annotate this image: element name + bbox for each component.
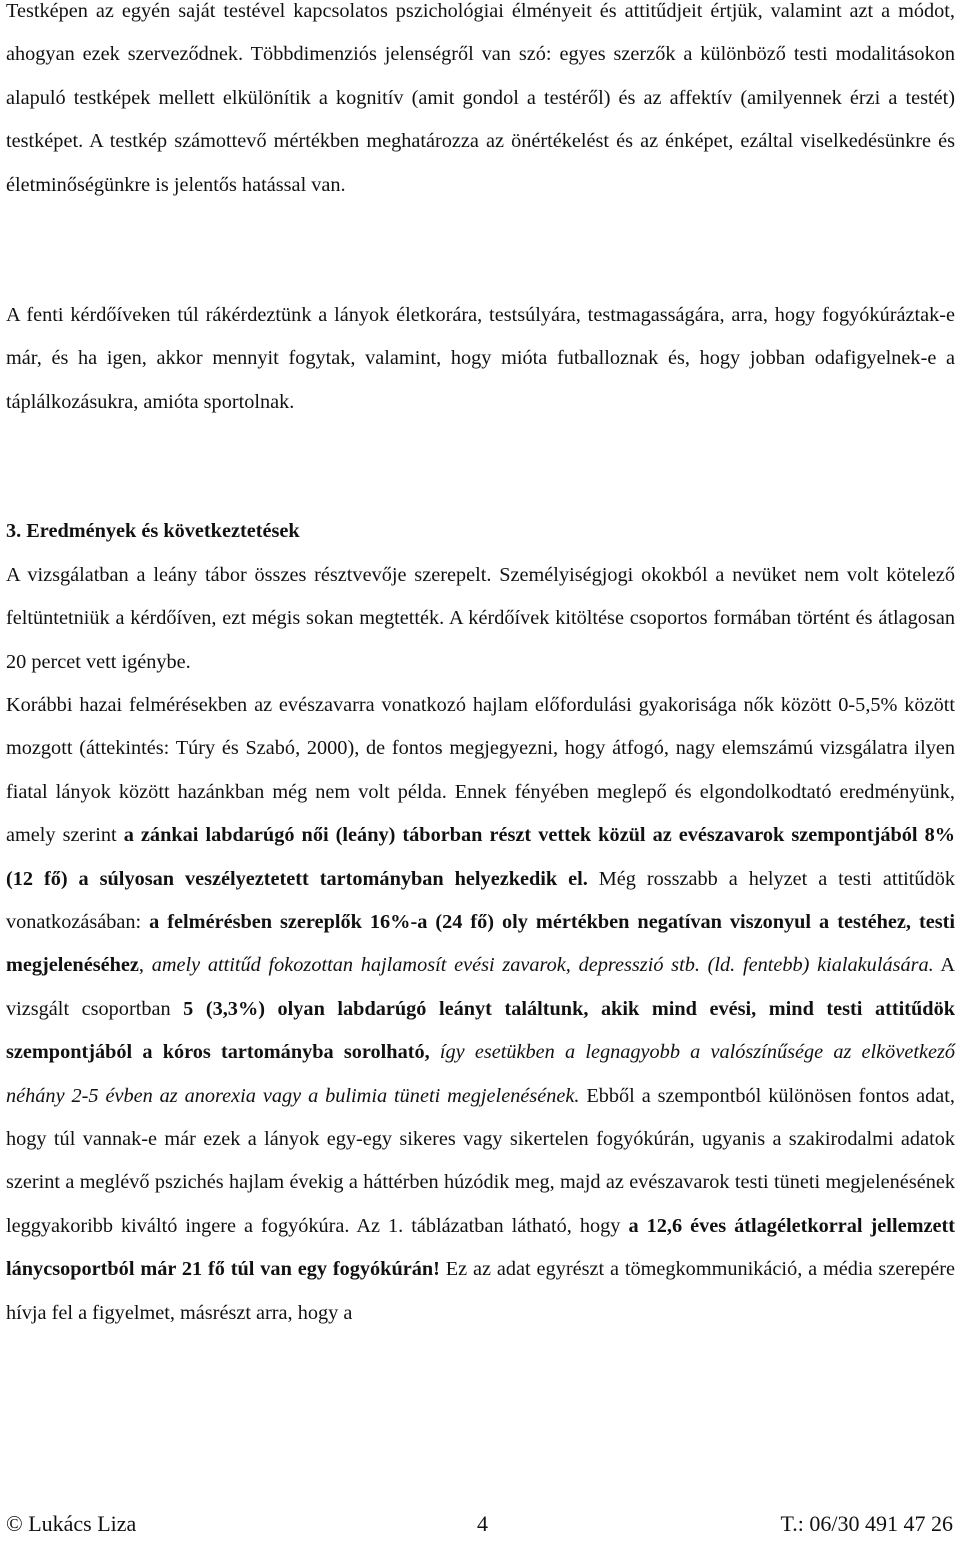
footer-phone: T.: 06/30 491 47 26 [780, 1511, 953, 1536]
text-run: , [138, 954, 152, 977]
text-run: amely attitűd fokozottan hajlamosít evési zavarok, depresszió stb. (ld. fentebb) kialakulására. [151, 954, 934, 977]
footer-page-number: 4 [477, 1511, 488, 1536]
text-run: a felmérésben szereplők 16%-a (24 fő) oly mértékben negatívan viszonyul a testéhez, testi megjelenéséhez [6, 911, 955, 977]
text-run: Ebből a szempontból különösen fontos adat, hogy túl vannak-e már ezek a lányok egy-egy sikeres vagy sikertelen fogyókúrán, ugyanis a szakirodalmi adatok szerint a meglévő pszichés hajlam évekig a háttérben húzódik meg, majd az evészavarok testi tüneti megjelenésének leggyakoribb kiváltó ingere a fogyókúra. Az 1. táblázatban látható, hogy [6, 1084, 955, 1237]
paragraph-questionnaire [6, 294, 955, 424]
text-run: a zánkai labdarúgó női (leány) táborban részt vettek közül az evészavarok szempontjából 8% (12 fő) a súlyosan veszélyeztetett tartományban helyezkedik el. [6, 824, 956, 890]
text-run: A vizsgált csoportban [6, 954, 955, 1020]
text-run: 5 (3,3%) olyan labdarúgó leányt találtunk, akik mind evési, mind testi attitűdök szempontjából a kóros tartományba sorolható, [6, 997, 955, 1064]
text-run: így esetükben a legnagyobb a valószínűsége az elkövetkező néhány 2-5 évben az anorexia vagy a bulimia tüneti megjelenésének. [6, 1041, 956, 1107]
paragraph-study [6, 554, 955, 684]
text-run: A fenti kérdőíveken túl rákérdeztünk a lányok életkorára, testsúlyára, testmagasságára, arra, hogy fogyókúráztak-e már, és ha igen, akkor mennyit fogytak, valamint, hogy mióta futballoznak és, hogy jobban odafigyelnek-e a táplálkozásukra, amióta sportolnak. [6, 304, 955, 413]
text-run [430, 1041, 440, 1063]
text-run: Ez az adat egyrészt a tömegkommunikáció, a média szerepére hívja fel a figyelmet, másrészt arra, hogy a [6, 1258, 955, 1324]
text-run: Korábbi hazai felmérésekben az evészavarra vonatkozó hajlam előfordulási gyakorisága nők között 0-5,5% között mozgott (áttekintés: Túry és Szabó, 2000), de fontos megjegyezni, hogy átfogó, nagy elemszámú vizsgálatra ilyen fiatal lányok között hazánkban még nem volt példa. Ennek fényében meglepő és elgondolkodtató eredményünk, amely szerint [6, 694, 955, 847]
text-run: A vizsgálatban a leány tábor összes résztvevője szerepelt. Személyiségjogi okokból a nevüket nem volt kötelező feltüntetniük a kérdőíven, ezt mégis sokan megtették. A kérdőívek kitöltése csoportos formában történt és átlagosan 20 percet vett igénybe. [6, 564, 955, 673]
section-heading: 3. Eredmények és következtetések [6, 520, 300, 542]
page-footer [6, 1509, 955, 1541]
text-run: Még rosszabb a helyzet a testi attitűdök vonatkozásában: [6, 867, 955, 934]
text-run: Testképen az egyén saját testével kapcsolatos pszichológiai élményeit és attitűdjeit értjük, valamint azt a módot, ahogyan ezek szerveződnek. Többdimenziós jelenségről van szó: egyes szerzők a különböző testi modalitásokon alapuló testképek mellett elkülönítik a kognitív (amit gondol a testéről) és az affektív (amilyennek érzi a testét) testképet. A testkép számottevő mértékben meghatározza az önértékelést és az énképet, ezáltal viselkedésünkre és életminőségünkre is jelentős hatással van. [6, 0, 955, 196]
text-run: a 12,6 éves átlagéletkorral jellemzett lánycsoportból már 21 fő túl van egy fogyókúrán! [6, 1214, 955, 1281]
paragraph-results [6, 684, 955, 1335]
paragraph-body-image [6, 0, 955, 207]
footer-author: © Lukács Liza [6, 1511, 137, 1536]
